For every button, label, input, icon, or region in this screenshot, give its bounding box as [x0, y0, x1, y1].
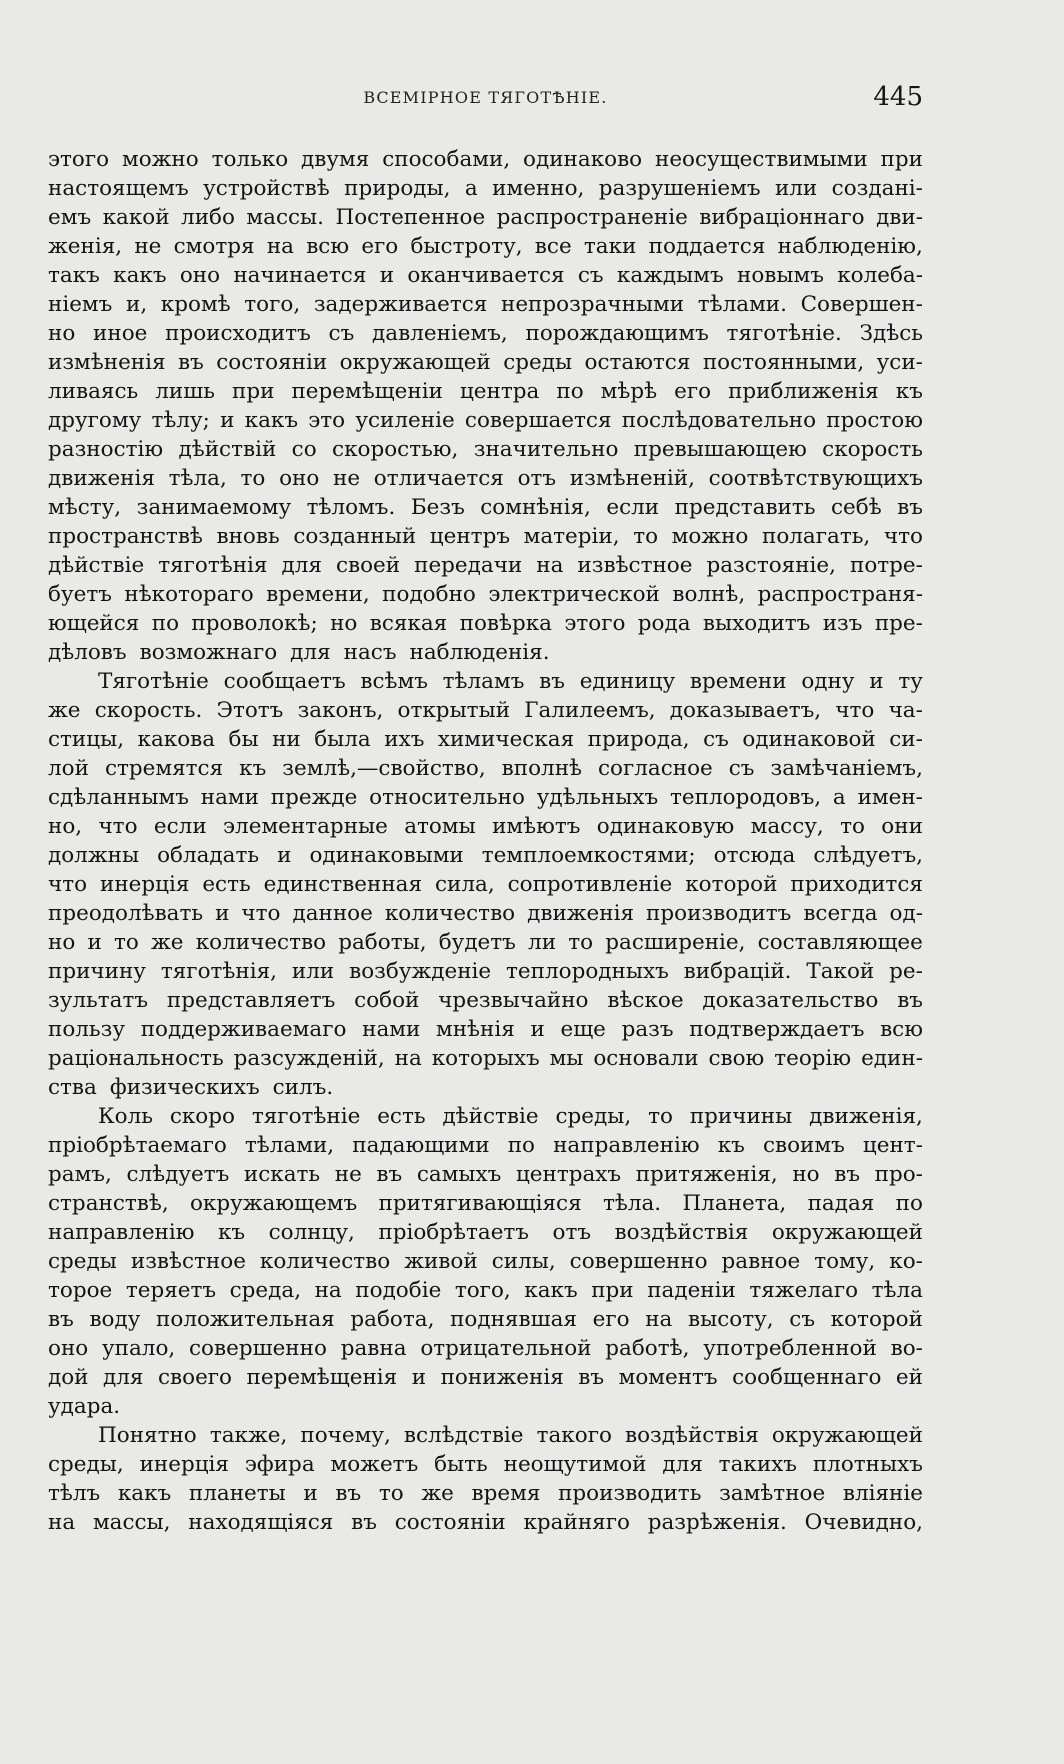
text-line: направленію къ солнцу, пріобрѣтаетъ отъ воздѣйствія окружающей: [48, 1220, 923, 1245]
text-line: среды извѣстное количество живой силы, совершенно равное тому, ко-: [48, 1249, 923, 1274]
text-line: другому тѣлу; и какъ это усиленіе совершается послѣдовательно простою: [48, 408, 923, 433]
text-line: ющейся по проволокѣ; но всякая повѣрка этого рода выходитъ изъ пре-: [48, 611, 923, 636]
text-line: но иное происходитъ съ давленіемъ, порождающимъ тяготѣніе. Здѣсь: [48, 321, 923, 346]
text-line: преодолѣвать и что данное количество движенія производитъ всегда од-: [48, 901, 923, 926]
text-line: буетъ нѣкотораго времени, подобно электрической волнѣ, распространя-: [48, 582, 923, 607]
text-line: среды, инерція эфира можетъ быть неощутимой для такихъ плотныхъ: [48, 1452, 923, 1477]
text-line: но, что если элементарные атомы имѣютъ одинаковую массу, то они: [48, 814, 923, 839]
text-line: дѣйствіе тяготѣнія для своей передачи на извѣстное разстояніе, потре-: [48, 553, 923, 578]
text-line: странствѣ, окружающемъ притягивающіяся тѣла. Планета, падая по: [48, 1191, 923, 1216]
running-head: ВСЕМІРНОЕ ТЯГОТѢНІЕ.: [363, 88, 608, 107]
text-line: что инерція есть единственная сила, сопротивленіе которой приходится: [48, 872, 923, 897]
text-line: этого можно только двумя способами, одинаково неосуществимыми при: [48, 147, 923, 172]
text-line: ливаясь лишь при перемѣщеніи центра по мѣрѣ его приближенія къ: [48, 379, 923, 404]
text-line: торое теряетъ среда, на подобіе того, какъ при паденіи тяжелаго тѣла: [48, 1278, 923, 1303]
text-line: тѣлъ какъ планеты и въ то же время производить замѣтное вліяніе: [48, 1481, 923, 1506]
text-line: рамъ, слѣдуетъ искать не въ самыхъ центрахъ притяженія, но въ про-: [48, 1162, 923, 1187]
text-line: Понятно также, почему, вслѣдствіе такого воздѣйствія окружающей: [98, 1423, 923, 1448]
page-header: [48, 82, 923, 112]
text-line: емъ какой либо массы. Постепенное распространенiе вибраціоннаго дви-: [48, 205, 923, 230]
text-line: женія, не смотря на всю его быстроту, все таки поддается наблюденію,: [48, 234, 923, 259]
text-line: же скорость. Этотъ законъ, открытый Галилеемъ, доказываетъ, что ча-: [48, 698, 923, 723]
text-line: зультатъ представляетъ собой чрезвычайно вѣское доказательство въ: [48, 988, 923, 1013]
text-line: дой для своего перемѣщенія и пониженія въ моментъ сообщеннаго ей: [48, 1365, 923, 1390]
text-line: стицы, какова бы ни была ихъ химическая природа, съ одинаковой си-: [48, 727, 923, 752]
text-line: раціональность разсужденій, на которыхъ мы основали свою теорію един-: [48, 1046, 923, 1071]
text-line: на массы, находящіяся въ состояніи крайняго разрѣженія. Очевидно,: [48, 1510, 923, 1535]
text-line: пользу поддерживаемаго нами мнѣнія и еще разъ подтверждаетъ всю: [48, 1017, 923, 1042]
text-line: сдѣланнымъ нами прежде относительно удѣльныхъ теплородовъ, а имен-: [48, 785, 923, 810]
text-line: пріобрѣтаемаго тѣлами, падающими по направленію къ своимъ цент-: [48, 1133, 923, 1158]
text-line: настоящемъ устройствѣ природы, а именно, разрушеніемъ или созданi-: [48, 176, 923, 201]
text-line: должны обладать и одинаковыми темплоемкостями; отсюда слѣдуетъ,: [48, 843, 923, 868]
text-line: разностію дѣйствій со скоростью, значительно превышающею скорость: [48, 437, 923, 462]
text-block: [48, 145, 923, 1537]
text-line: такъ какъ оно начинается и оканчивается съ каждымъ новымъ колеба-: [48, 263, 923, 288]
text-line: причину тяготѣнія, или возбужденіе теплородныхъ вибрацій. Такой ре-: [48, 959, 923, 984]
text-line: въ воду положительная работа, поднявшая его на высоту, съ которой: [48, 1307, 923, 1332]
text-line: ніемъ и, кромѣ того, задерживается непрозрачными тѣлами. Совершен-: [48, 292, 923, 317]
page-number: 445: [873, 82, 923, 112]
text-line: но и то же количество работы, будетъ ли то расширеніе, составляющее: [48, 930, 923, 955]
text-line: дѣловъ возможнаго для насъ наблюденія.: [48, 640, 550, 665]
text-line: пространствѣ вновь созданный центръ матеріи, то можно полагать, что: [48, 524, 923, 549]
text-line: движенія тѣла, то оно не отличается отъ измѣненій, соотвѣтствующихъ: [48, 466, 923, 491]
text-line: оно упало, совершенно равна отрицательной работѣ, употребленной во-: [48, 1336, 923, 1361]
text-line: измѣненія въ состояніи окружающей среды остаются постоянными, уси-: [48, 350, 923, 375]
text-line: удара.: [48, 1394, 121, 1419]
text-line: мѣсту, занимаемому тѣломъ. Безъ сомнѣнія, если представить себѣ въ: [48, 495, 923, 520]
text-line: Коль скоро тяготѣніе есть дѣйствіе среды, то причины движенія,: [98, 1104, 923, 1129]
text-line: Тяготѣніе сообщаетъ всѣмъ тѣламъ въ единицу времени одну и ту: [98, 669, 923, 694]
text-line: лой стремятся къ землѣ,—свойство, вполнѣ согласное съ замѣчаніемъ,: [48, 756, 923, 781]
text-line: ства физическихъ силъ.: [48, 1075, 334, 1100]
